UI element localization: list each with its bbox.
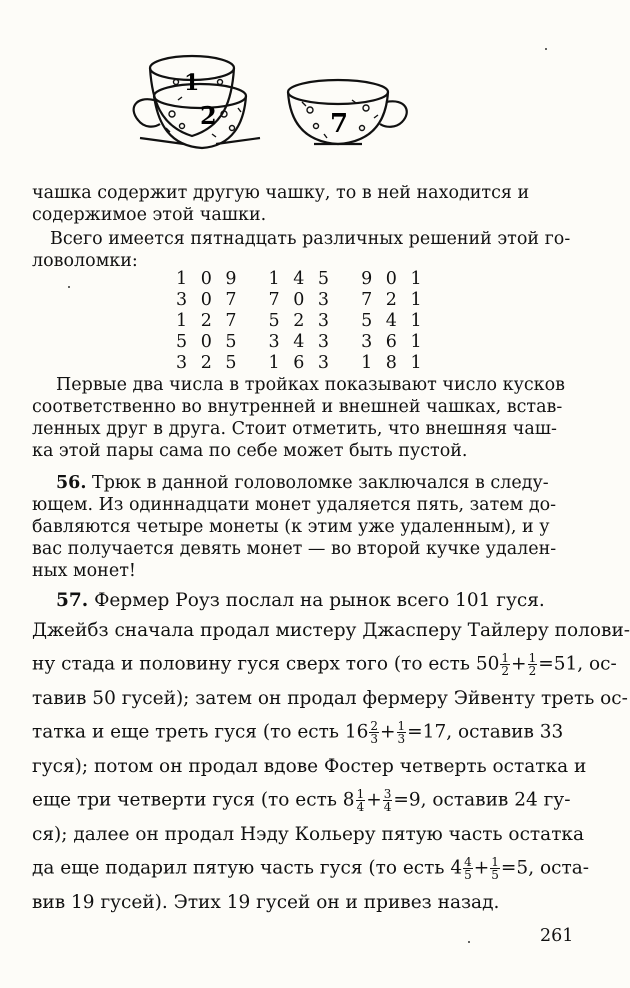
fraction: $\frac{1}{2}$ bbox=[501, 651, 510, 678]
text-line: вас получается девять монет — во второй кучке удален- bbox=[32, 539, 557, 559]
page-number: 261 bbox=[540, 926, 574, 946]
table-cell: 3 0 7 bbox=[176, 289, 241, 310]
text-line: соответственно во внутренней и внешней чашках, встав- bbox=[32, 397, 563, 417]
text-line: ных монет! bbox=[32, 561, 136, 581]
fraction: $\frac{2}{3}$ bbox=[370, 719, 379, 746]
table-row bbox=[176, 331, 454, 352]
answer-56 bbox=[32, 472, 580, 582]
fraction: $\frac{1}{4}$ bbox=[356, 787, 365, 814]
text-line: гуся); потом он продал вдове Фостер четверть остатка и bbox=[32, 756, 587, 777]
text-line: содержимое этой чашки. bbox=[32, 205, 267, 225]
text-line: Трюк в данной головоломке заключался в следу- bbox=[86, 473, 549, 493]
fraction: $\frac{1}{5}$ bbox=[491, 855, 499, 882]
table-cell: 1 2 7 bbox=[176, 310, 241, 331]
text-line: чашка содержит другую чашку, то в ней находится и bbox=[32, 183, 530, 203]
fraction: $\frac{4}{5}$ bbox=[464, 855, 472, 882]
paragraph-cup-contents bbox=[32, 182, 580, 226]
text-line: ся); далее он продал Нэду Кольеру пятую часть остатка bbox=[32, 824, 585, 845]
table-row bbox=[176, 310, 454, 331]
text-line: ющем. Из одиннадцати монет удаляется пять, затем до- bbox=[32, 495, 557, 515]
text-line: тавив 50 гусей); затем он продал фермеру Эйвенту треть ос- bbox=[32, 688, 628, 709]
text-line: вив 19 гусей). Этих 19 гусей он и привез назад. bbox=[32, 892, 500, 913]
answer-number: 56. bbox=[56, 473, 87, 493]
solutions-table bbox=[176, 268, 454, 373]
fraction: $\frac{1}{3}$ bbox=[397, 719, 406, 746]
text-line-with-fractions: да еще подарил пятую часть гуся (то есть 4 $\frac{4}{5}$ + $\frac{1}{5}$ =5, оста- bbox=[32, 855, 589, 882]
text-line-with-fractions: еще три четверти гуся (то есть 8 $\frac{1}{4}$ + $\frac{3}{4}$ =9, оставив 24 гу- bbox=[32, 787, 571, 814]
table-cell: 1 8 1 bbox=[361, 352, 426, 373]
table-cell: 7 2 1 bbox=[361, 289, 426, 310]
table-cell: 5 4 1 bbox=[361, 310, 426, 331]
text-line: Джейбз сначала продал мистеру Джасперу Тайлеру полови- bbox=[32, 620, 630, 641]
table-row bbox=[176, 268, 454, 289]
paragraph-solutions-intro bbox=[32, 228, 580, 272]
table-cell: 5 2 3 bbox=[268, 310, 334, 331]
text-line-with-fractions: ну стада и половину гуся сверх того (то есть 50 $\frac{1}{2}$ + $\frac{1}{2}$ =51, ос- bbox=[32, 651, 617, 678]
table-cell: 3 2 5 bbox=[176, 352, 241, 373]
print-speck bbox=[68, 286, 70, 288]
table-cell: 1 0 9 bbox=[176, 268, 241, 289]
table-cell: 5 0 5 bbox=[176, 331, 241, 352]
print-speck bbox=[468, 941, 470, 943]
fraction: $\frac{3}{4}$ bbox=[383, 787, 392, 814]
table-row bbox=[176, 289, 454, 310]
text-line: Всего имеется пятнадцать различных решений этой го- bbox=[50, 229, 571, 249]
text-line-with-fractions: татка и еще треть гуся (то есть 16 $\frac{2}{3}$ + $\frac{1}{3}$ =17, оставив 33 bbox=[32, 719, 564, 746]
table-cell: 9 0 1 bbox=[361, 268, 426, 289]
table-cell: 3 6 1 bbox=[361, 331, 426, 352]
table-cell: 3 4 3 bbox=[268, 331, 334, 352]
text-line: ка этой пары сама по себе может быть пустой. bbox=[32, 441, 468, 461]
text-line: Первые два числа в тройках показывают число кусков bbox=[56, 375, 566, 395]
text-line: Фермер Роуз послал на рынок всего 101 гуся. bbox=[88, 590, 545, 611]
fraction: $\frac{1}{2}$ bbox=[528, 651, 537, 678]
table-cell: 1 4 5 bbox=[268, 268, 334, 289]
print-speck bbox=[545, 48, 547, 50]
cup-label-2: 2 bbox=[200, 101, 217, 130]
text-line: бавляются четыре монеты (к этим уже удаленным), и у bbox=[32, 517, 550, 537]
paragraph-explanation bbox=[32, 374, 580, 462]
cup-label-7: 7 bbox=[330, 109, 349, 139]
answer-number: 57. bbox=[56, 590, 89, 611]
teacups-illustration bbox=[120, 38, 420, 158]
text-line: ленных друг в друга. Стоит отметить, что внешняя чаш- bbox=[32, 419, 557, 439]
table-cell: 1 6 3 bbox=[268, 352, 334, 373]
answer-57 bbox=[32, 590, 630, 922]
cup-label-1: 1 bbox=[184, 70, 200, 96]
table-cell: 7 0 3 bbox=[268, 289, 334, 310]
text-line: ловоломки: bbox=[32, 251, 138, 271]
table-row bbox=[176, 352, 454, 373]
